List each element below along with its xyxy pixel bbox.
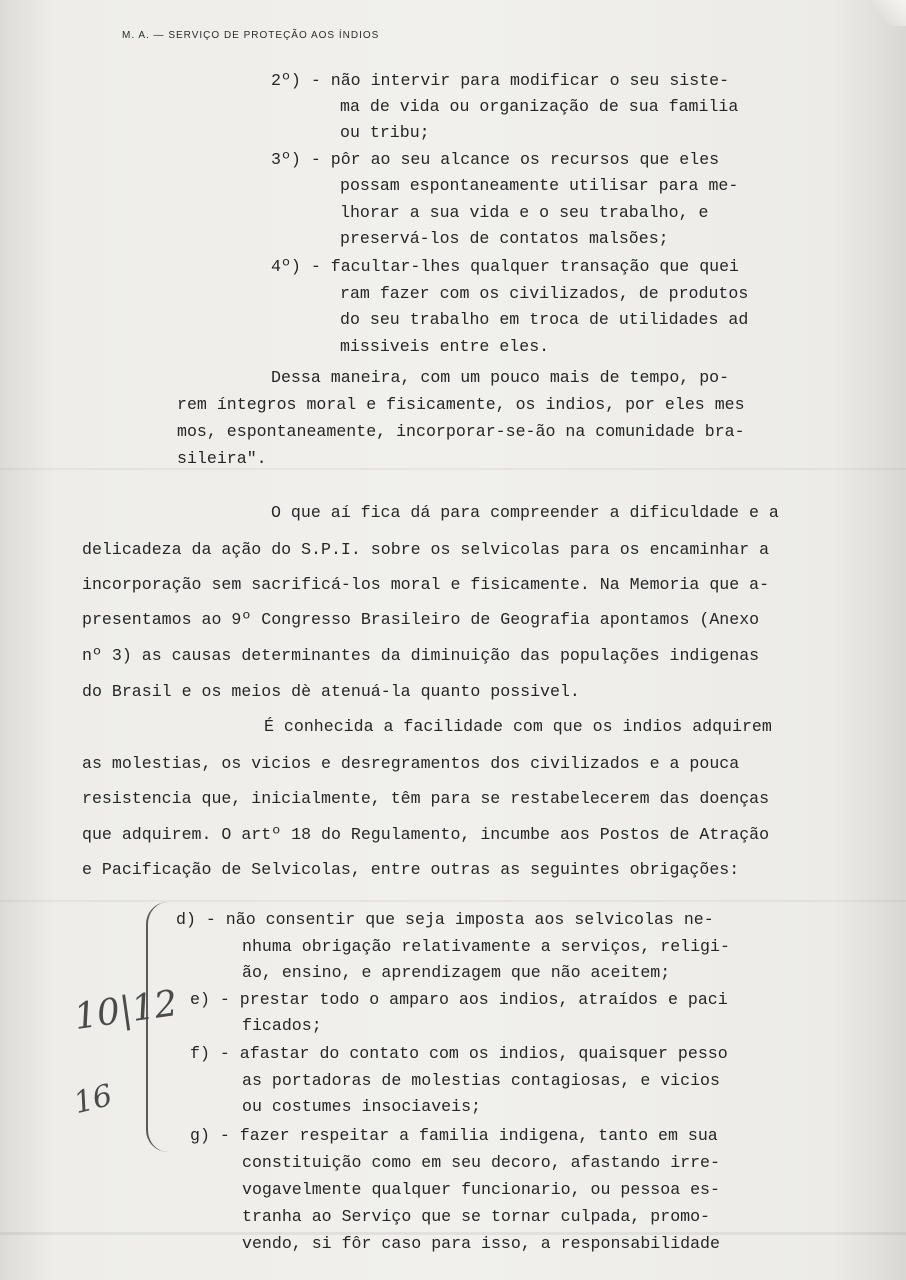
text-line: Dessa maneira, com um pouco mais de tempo, po- [271,368,730,387]
text-line: ou costumes insociaveis; [242,1097,481,1116]
text-line: constituição como em seu decoro, afastando irre- [242,1153,720,1172]
handwritten-page-number: 10|12 [71,982,181,1039]
text-line: e Pacificação de Selvicolas, entre outras as seguintes obrigações: [82,860,740,879]
text-line: tranha ao Serviço que se tornar culpada, promo- [242,1207,711,1226]
text-line: ram fazer com os civilizados, de produtos [340,284,749,303]
text-line: e) - prestar todo o amparo aos indios, atraídos e paci [190,990,728,1009]
paper-crease [0,900,906,902]
text-line: 4º) - facultar-lhes qualquer transação que quei [271,257,740,276]
text-line: ficados; [242,1016,322,1035]
text-line: sileira". [177,449,267,468]
text-line: mos, espontaneamente, incorporar-se-ão na comunidade bra- [177,422,745,441]
text-line: vogavelmente qualquer funcionario, ou pessoa es- [242,1180,720,1199]
text-line: 3º) - pôr ao seu alcance os recursos que eles [271,150,720,169]
text-line: f) - afastar do contato com os indios, quaisquer pesso [190,1044,728,1063]
text-line: ou tribu; [340,123,430,142]
text-line: 2º) - não intervir para modificar o seu siste- [271,71,730,90]
text-line: nhuma obrigação relativamente a serviços, religi- [242,937,730,956]
text-line: que adquirem. O artº 18 do Regulamento, incumbe aos Postos de Atração [82,825,770,844]
text-line: vendo, si fôr caso para isso, a responsabilidade [242,1234,720,1253]
text-line: ão, ensino, e aprendizagem que não aceitem; [242,963,671,982]
text-line: É conhecida a facilidade com que os indios adquirem [264,717,772,736]
text-line: g) - fazer respeitar a familia indigena, tanto em sua [190,1126,718,1145]
text-line: as portadoras de molestias contagiosas, e vicios [242,1071,720,1090]
text-line: do Brasil e os meios dè atenuá-la quanto possivel. [82,682,580,701]
text-line: nº 3) as causas determinantes da diminuição das populações indigenas [82,646,760,665]
text-line: presentamos ao 9º Congresso Brasileiro de Geografia apontamos (Anexo [82,610,760,629]
text-line: missiveis entre eles. [340,337,550,356]
text-line: ma de vida ou organização de sua familia [340,97,739,116]
text-line: d) - não consentir que seja imposta aos selvicolas ne- [176,910,714,929]
text-line: rem íntegros moral e fisicamente, os indios, por eles mes [177,395,745,414]
handwritten-folio-number: 16 [70,1077,116,1122]
text-line: as molestias, os vicios e desregramentos dos civilizados e a pouca [82,754,740,773]
text-line: possam espontaneamente utilisar para me- [340,176,739,195]
text-line: delicadeza da ação do S.P.I. sobre os selvicolas para os encaminhar a [82,540,770,559]
text-line: lhorar a sua vida e o seu trabalho, e [340,203,709,222]
text-line: resistencia que, inicialmente, têm para se restabelecerem das doenças [82,789,770,808]
text-line: incorporação sem sacrificá-los moral e fisicamente. Na Memoria que a- [82,575,770,594]
text-line: do seu trabalho em troca de utilidades ad [340,310,749,329]
text-line: preservá-los de contatos malsões; [340,229,669,248]
text-line: O que aí fica dá para compreender a dificuldade e a [271,503,779,522]
paper-crease [0,468,906,470]
folded-corner [866,0,906,26]
letterhead: M. A. — SERVIÇO DE PROTEÇÃO AOS ÍNDIOS [122,30,380,41]
